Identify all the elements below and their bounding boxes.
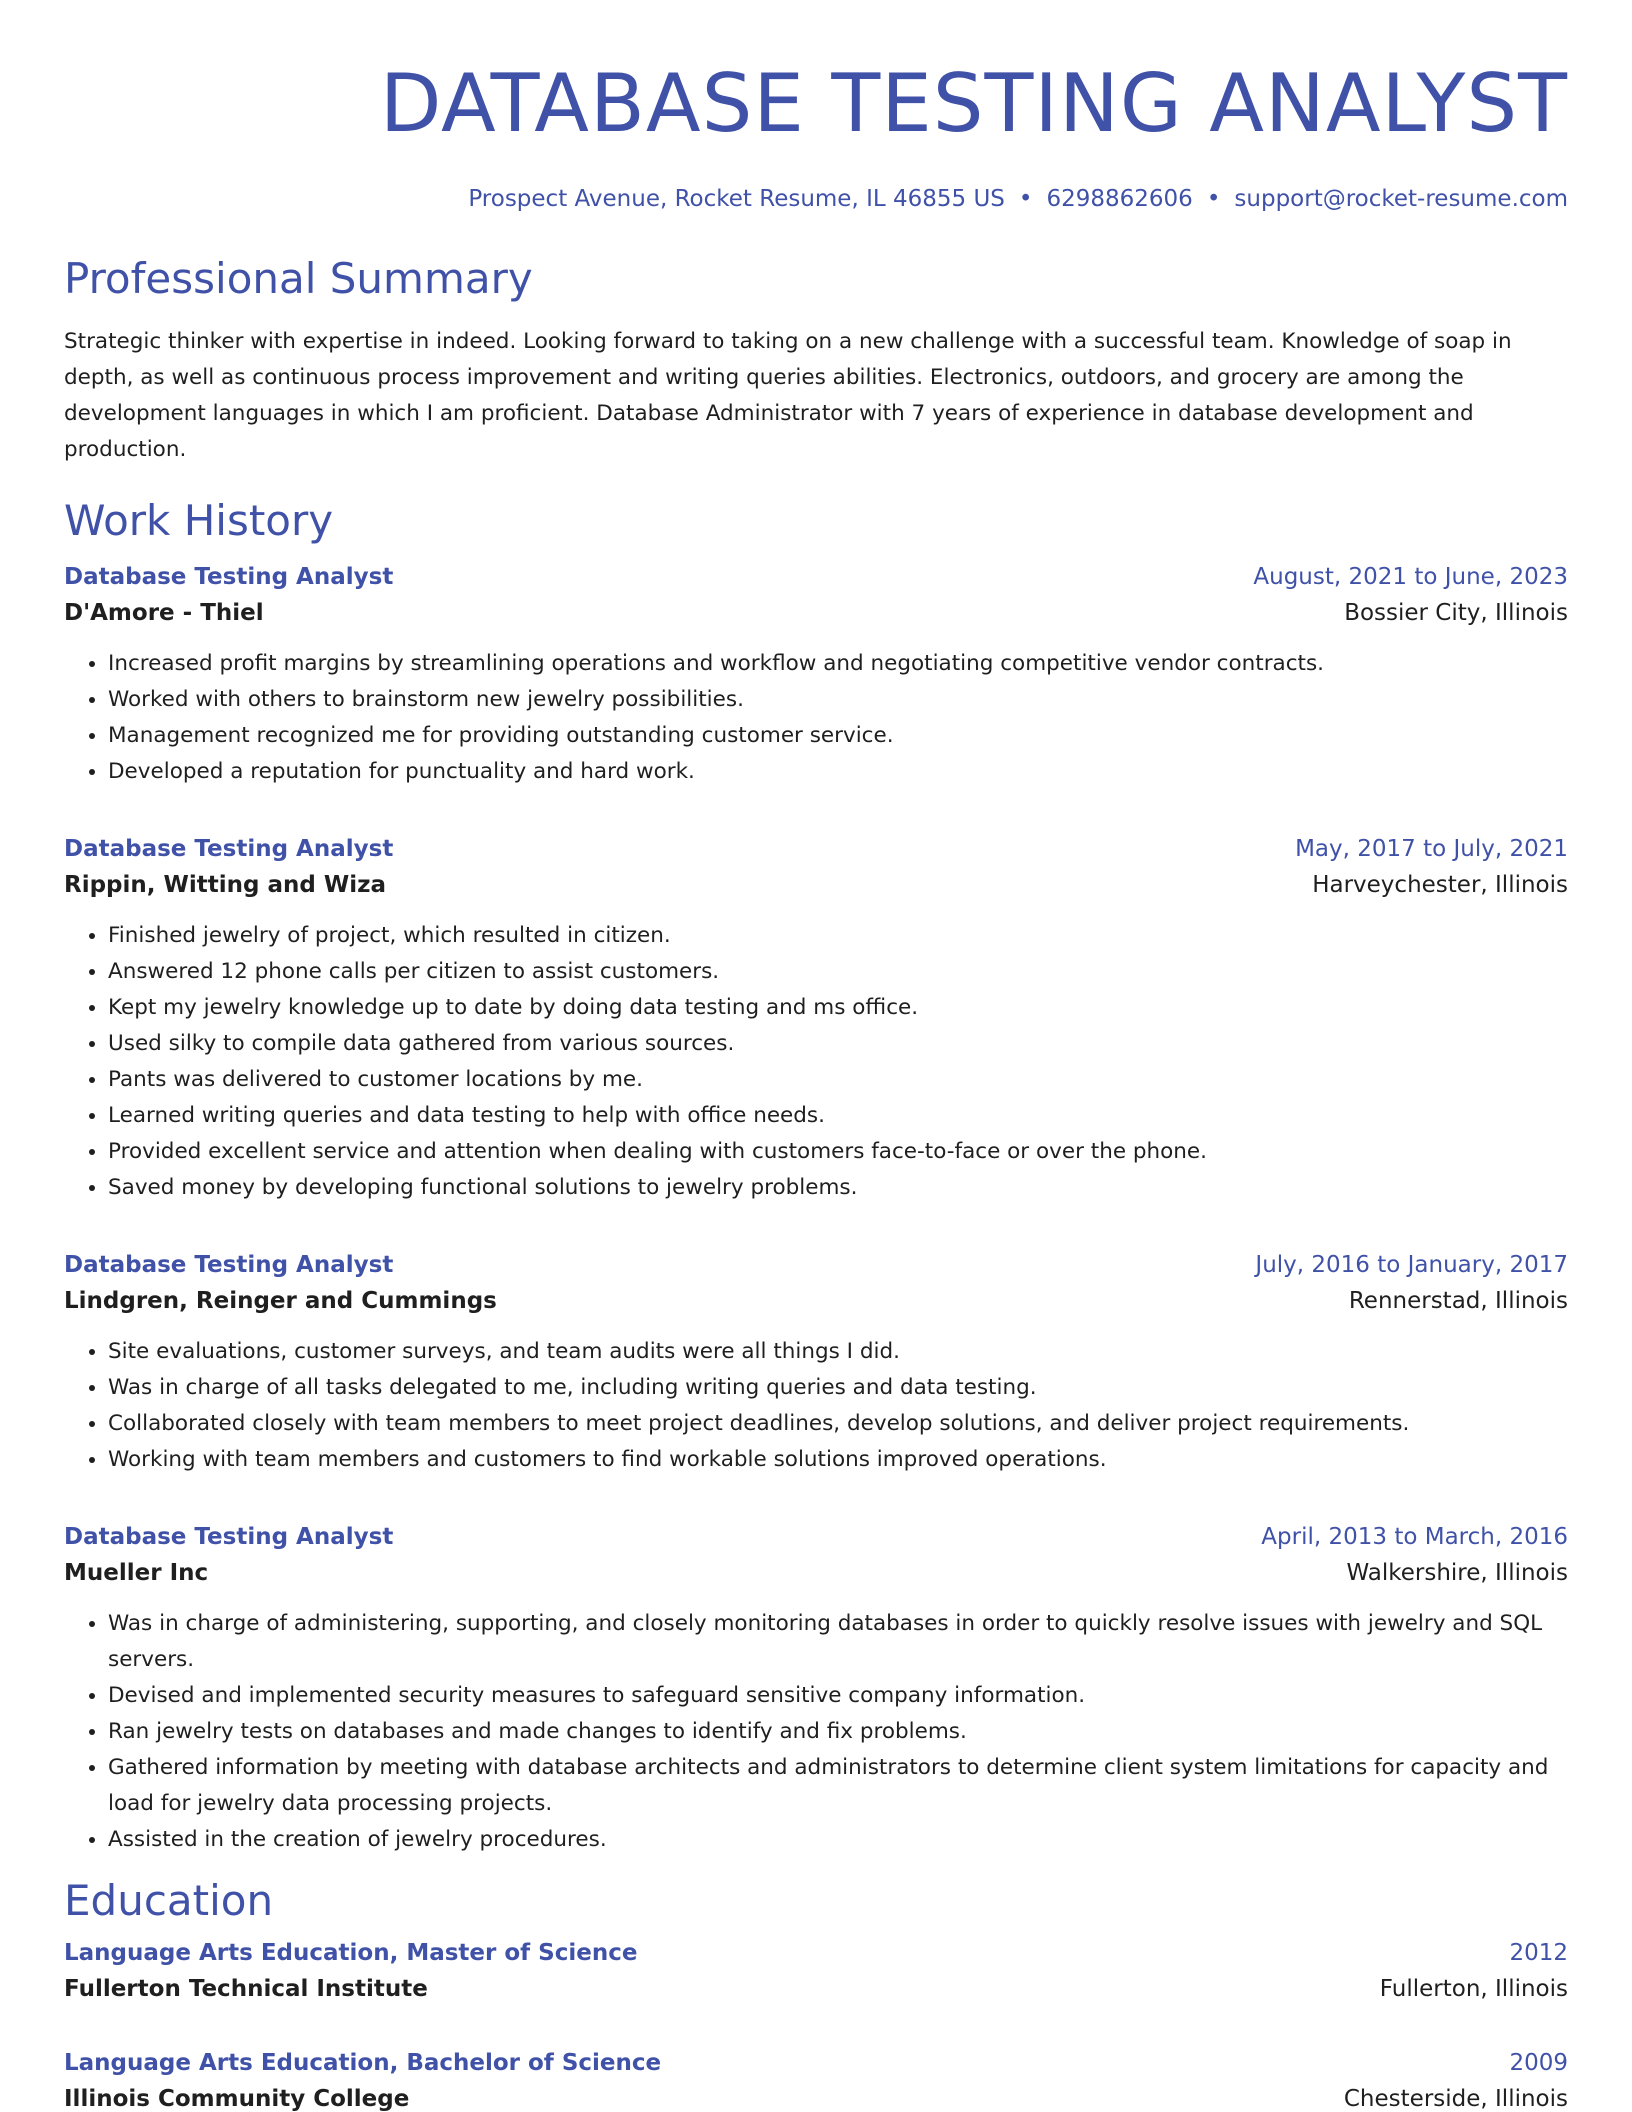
education-year: 2012 (1509, 1940, 1568, 1966)
job-header-row (64, 1520, 1568, 1554)
education-header-row (64, 1936, 1568, 1970)
education-heading: Education (64, 1876, 274, 1925)
list-item: • Increased profit margins by streamlining operations and workflow and negotiating competitive vendor contracts. (108, 646, 1568, 682)
job-header-row (64, 832, 1568, 866)
education-location: Fullerton, Illinois (1379, 1976, 1568, 2002)
list-item: • Pants was delivered to customer locations by me. (108, 1062, 1568, 1098)
job-company-row (64, 1554, 1568, 1592)
education-school: Fullerton Technical Institute (64, 1976, 428, 2002)
job-dates: August, 2021 to June, 2023 (1253, 564, 1568, 590)
list-item: • Site evaluations, customer surveys, and team audits were all things I did. (108, 1334, 1568, 1370)
list-item: • Management recognized me for providing outstanding customer service. (108, 718, 1568, 754)
list-item: • Developed a reputation for punctuality and hard work. (108, 754, 1568, 790)
list-item: • Was in charge of administering, supporting, and closely monitoring databases in order to quickly resolve issues with jewelry and SQL servers. (108, 1606, 1568, 1678)
job-dates: July, 2016 to January, 2017 (1255, 1252, 1568, 1278)
education-school-row (64, 1970, 1568, 2008)
list-item: • Collaborated closely with team members to meet project deadlines, develop solutions, and deliver project requirements. (108, 1406, 1568, 1442)
job-role: Database Testing Analyst (64, 564, 394, 590)
job-entry (64, 1248, 1568, 1478)
list-item: • Answered 12 phone calls per citizen to assist customers. (108, 954, 1568, 990)
candidate-title: DATABASE TESTING ANALYST (379, 57, 1568, 150)
list-item: • Learned writing queries and data testing to help with office needs. (108, 1098, 1568, 1134)
list-item: • Provided excellent service and attention when dealing with customers face-to-face or over the phone. (108, 1134, 1568, 1170)
job-company-row (64, 594, 1568, 632)
list-item: • Saved money by developing functional solutions to jewelry problems. (108, 1170, 1568, 1206)
job-entry (64, 560, 1568, 790)
email: support@rocket-resume.com (1234, 186, 1568, 212)
job-role: Database Testing Analyst (64, 1524, 394, 1550)
job-dates: April, 2013 to March, 2016 (1261, 1524, 1568, 1550)
summary-text: Strategic thinker with expertise in indeed. Looking forward to taking on a new challenge with a successful team. Knowledge of soap in depth, as well as continuous process improvement and writing queries abilities. Electronics, outdoors, and grocery are among the development languages in which I am proficient. Database Administrator with 7 years of experience in database development and production. (64, 329, 1512, 462)
job-entry (64, 1520, 1568, 1858)
list-item: • Used silky to compile data gathered from various sources. (108, 1026, 1568, 1062)
list-item: • Devised and implemented security measures to safeguard sensitive company information. (108, 1678, 1568, 1714)
contact-line (64, 184, 1568, 214)
work-history-heading: Work History (64, 496, 334, 545)
job-role: Database Testing Analyst (64, 836, 394, 862)
list-item: • Ran jewelry tests on databases and made changes to identify and fix problems. (108, 1714, 1568, 1750)
job-company: Rippin, Witting and Wiza (64, 872, 387, 898)
job-bullets (64, 918, 1568, 1206)
job-dates: May, 2017 to July, 2021 (1295, 836, 1568, 862)
separator-dot: • (1018, 186, 1033, 212)
job-header-row (64, 1248, 1568, 1282)
job-location: Rennerstad, Illinois (1348, 1288, 1568, 1314)
list-item: • Assisted in the creation of jewelry procedures. (108, 1822, 1568, 1858)
job-company-row (64, 1282, 1568, 1320)
phone: 6298862606 (1046, 186, 1193, 212)
address: Prospect Avenue, Rocket Resume, IL 46855 US (468, 186, 1005, 212)
job-bullets (64, 646, 1568, 790)
job-bullets (64, 1606, 1568, 1858)
education-degree: Language Arts Education, Bachelor of Science (64, 2050, 662, 2076)
job-company: Mueller Inc (64, 1560, 209, 1586)
list-item: • Worked with others to brainstorm new jewelry possibilities. (108, 682, 1568, 718)
education-entry (64, 2046, 1568, 2112)
list-item: • Finished jewelry of project, which resulted in citizen. (108, 918, 1568, 954)
list-item: • Working with team members and customers to find workable solutions improved operations. (108, 1442, 1568, 1478)
job-entry (64, 832, 1568, 1206)
job-bullets (64, 1334, 1568, 1478)
list-item: • Was in charge of all tasks delegated to me, including writing queries and data testing. (108, 1370, 1568, 1406)
education-school-row (64, 2080, 1568, 2112)
resume-header (64, 0, 1568, 214)
job-company: D'Amore - Thiel (64, 600, 264, 626)
job-company: Lindgren, Reinger and Cummings (64, 1288, 497, 1314)
job-header-row (64, 560, 1568, 594)
education-header-row (64, 2046, 1568, 2080)
education-location: Chesterside, Illinois (1343, 2086, 1568, 2112)
education-year: 2009 (1509, 2050, 1568, 2076)
list-item: • Kept my jewelry knowledge up to date by doing data testing and ms office. (108, 990, 1568, 1026)
job-location: Walkershire, Illinois (1346, 1560, 1568, 1586)
education-entry (64, 1936, 1568, 2008)
list-item: • Gathered information by meeting with database architects and administrators to determine client system limitations for capacity and load for jewelry data processing projects. (108, 1750, 1568, 1822)
education-school: Illinois Community College (64, 2086, 410, 2112)
job-role: Database Testing Analyst (64, 1252, 394, 1278)
job-location: Harveychester, Illinois (1312, 872, 1568, 898)
education-degree: Language Arts Education, Master of Science (64, 1940, 638, 1966)
separator-dot: • (1206, 186, 1221, 212)
summary-heading: Professional Summary (64, 254, 533, 303)
job-company-row (64, 866, 1568, 904)
job-location: Bossier City, Illinois (1344, 600, 1568, 626)
